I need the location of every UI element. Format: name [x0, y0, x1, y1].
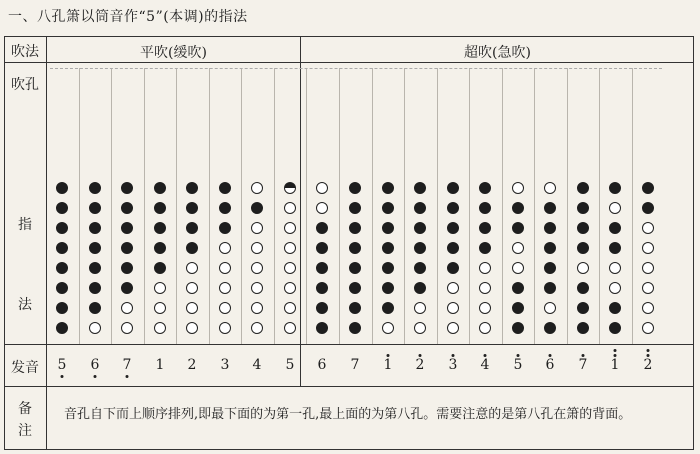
- finger-hole-closed: [447, 222, 459, 234]
- finger-hole-closed: [512, 322, 524, 334]
- finger-hole-closed: [512, 302, 524, 314]
- finger-hole-closed: [316, 302, 328, 314]
- finger-hole-closed: [544, 262, 556, 274]
- finger-hole-closed: [447, 242, 459, 254]
- note-digit: 3: [220, 357, 230, 373]
- octave-dot: [419, 354, 422, 357]
- column-guide: [241, 68, 242, 344]
- finger-hole-open: [284, 282, 296, 294]
- label-fingering-2: 法: [18, 297, 32, 313]
- column-guide: [111, 68, 112, 344]
- finger-hole-open: [186, 302, 198, 314]
- finger-hole-open: [447, 282, 459, 294]
- label-sound: 发音: [11, 360, 39, 376]
- note-digit: 5: [285, 357, 295, 373]
- finger-hole-closed: [479, 182, 491, 194]
- finger-hole-closed: [577, 242, 589, 254]
- finger-hole-open: [512, 182, 524, 194]
- page-title: 一、八孔箫以筒音作“5”(本调)的指法: [8, 9, 248, 25]
- column-guide: [469, 68, 470, 344]
- note-digit: 3: [448, 357, 458, 373]
- finger-hole-closed: [414, 202, 426, 214]
- finger-hole-open: [219, 302, 231, 314]
- finger-hole-open: [414, 302, 426, 314]
- column-guide: [372, 68, 373, 344]
- note-digit: 7: [122, 357, 132, 373]
- row-divider: [4, 344, 694, 345]
- finger-hole-closed: [186, 202, 198, 214]
- group-over-blow: 超吹(急吹): [464, 45, 531, 61]
- finger-hole-closed: [251, 202, 263, 214]
- column-guide: [599, 68, 600, 344]
- group-normal-blow: 平吹(缓吹): [140, 45, 207, 61]
- finger-hole-open: [154, 282, 166, 294]
- finger-hole-closed: [479, 222, 491, 234]
- note-label: [440, 357, 466, 373]
- column-guide: [306, 68, 307, 344]
- finger-hole-closed: [349, 242, 361, 254]
- finger-hole-open: [121, 302, 133, 314]
- finger-hole-closed: [121, 202, 133, 214]
- octave-dot: [126, 375, 129, 378]
- finger-hole-open: [479, 282, 491, 294]
- remark-text: 音孔自下而上顺序排列,即最下面的为第一孔,最上面的为第八孔。需要注意的是第八孔在箫的背面。: [64, 407, 632, 422]
- finger-hole-closed: [56, 262, 68, 274]
- octave-dot: [647, 354, 650, 357]
- column-guide: [437, 68, 438, 344]
- column-guide: [567, 68, 568, 344]
- finger-hole-closed: [544, 242, 556, 254]
- finger-hole-open: [284, 202, 296, 214]
- finger-hole-closed: [479, 202, 491, 214]
- finger-hole-closed: [89, 242, 101, 254]
- column-guide: [274, 68, 275, 344]
- finger-hole-closed: [349, 322, 361, 334]
- finger-hole-open: [642, 302, 654, 314]
- column-guide: [534, 68, 535, 344]
- finger-hole-open: [479, 302, 491, 314]
- finger-hole-closed: [642, 182, 654, 194]
- finger-hole-open: [512, 242, 524, 254]
- finger-hole-closed: [219, 182, 231, 194]
- octave-dot: [582, 354, 585, 357]
- finger-hole-open: [447, 322, 459, 334]
- finger-hole-open: [316, 202, 328, 214]
- note-digit: 6: [90, 357, 100, 373]
- note-digit: 7: [578, 357, 588, 373]
- note-label: [505, 357, 531, 373]
- octave-dot: [94, 375, 97, 378]
- finger-hole-closed: [512, 222, 524, 234]
- label-remark-1: 备: [18, 401, 32, 417]
- finger-hole-closed: [414, 262, 426, 274]
- note-digit: 2: [415, 357, 425, 373]
- note-digit: 4: [252, 357, 262, 373]
- note-label: [537, 357, 563, 373]
- finger-hole-open: [479, 322, 491, 334]
- finger-hole-closed: [447, 262, 459, 274]
- finger-hole-closed: [447, 182, 459, 194]
- finger-hole-closed: [121, 222, 133, 234]
- column-divider: [46, 36, 47, 450]
- finger-hole-closed: [186, 222, 198, 234]
- blow-hole-marks: [50, 68, 662, 73]
- finger-hole-closed: [89, 282, 101, 294]
- label-blow-hole: 吹孔: [11, 77, 39, 93]
- finger-hole-closed: [121, 182, 133, 194]
- octave-dot: [452, 354, 455, 357]
- note-label: [147, 357, 173, 373]
- finger-hole-closed: [544, 202, 556, 214]
- finger-hole-closed: [56, 242, 68, 254]
- finger-hole-closed: [316, 262, 328, 274]
- finger-hole-open: [154, 302, 166, 314]
- row-divider: [4, 386, 694, 387]
- finger-hole-closed: [382, 262, 394, 274]
- finger-hole-closed: [414, 282, 426, 294]
- note-label: [212, 357, 238, 373]
- finger-hole-closed: [89, 302, 101, 314]
- note-label: [375, 357, 401, 373]
- label-remark-2: 注: [18, 423, 32, 439]
- finger-hole-closed: [121, 282, 133, 294]
- finger-hole-closed: [479, 242, 491, 254]
- finger-hole-closed: [56, 222, 68, 234]
- finger-hole-open: [186, 262, 198, 274]
- octave-dot: [387, 354, 390, 357]
- octave-dot: [517, 354, 520, 357]
- note-label: [277, 357, 303, 373]
- finger-hole-open: [414, 322, 426, 334]
- column-guide: [176, 68, 177, 344]
- finger-hole-closed: [349, 282, 361, 294]
- group-divider: [300, 36, 301, 386]
- finger-hole-half: [284, 182, 296, 194]
- finger-hole-closed: [642, 202, 654, 214]
- finger-hole-closed: [382, 222, 394, 234]
- finger-hole-closed: [382, 282, 394, 294]
- finger-hole-closed: [89, 262, 101, 274]
- finger-hole-closed: [154, 182, 166, 194]
- finger-hole-closed: [56, 202, 68, 214]
- finger-hole-open: [219, 282, 231, 294]
- finger-hole-closed: [56, 182, 68, 194]
- finger-hole-closed: [447, 202, 459, 214]
- finger-hole-open: [251, 182, 263, 194]
- note-digit: 1: [383, 357, 393, 373]
- finger-hole-closed: [544, 282, 556, 294]
- finger-hole-closed: [577, 182, 589, 194]
- note-label: [342, 357, 368, 373]
- note-digit: 2: [643, 357, 653, 373]
- finger-hole-open: [447, 302, 459, 314]
- note-label: [570, 357, 596, 373]
- column-guide: [79, 68, 80, 344]
- note-label: [244, 357, 270, 373]
- finger-hole-closed: [56, 282, 68, 294]
- finger-hole-closed: [121, 242, 133, 254]
- finger-hole-closed: [544, 322, 556, 334]
- finger-hole-closed: [154, 242, 166, 254]
- note-digit: 5: [57, 357, 67, 373]
- finger-hole-open: [316, 182, 328, 194]
- finger-hole-closed: [219, 222, 231, 234]
- finger-hole-closed: [89, 222, 101, 234]
- finger-hole-open: [186, 322, 198, 334]
- finger-hole-open: [544, 182, 556, 194]
- column-guide: [632, 68, 633, 344]
- note-label: [635, 357, 661, 373]
- finger-hole-closed: [609, 322, 621, 334]
- finger-hole-open: [512, 262, 524, 274]
- finger-hole-open: [609, 262, 621, 274]
- finger-hole-closed: [56, 322, 68, 334]
- finger-hole-closed: [577, 222, 589, 234]
- label-blow: 吹法: [11, 44, 39, 60]
- note-digit: 6: [545, 357, 555, 373]
- finger-hole-closed: [577, 302, 589, 314]
- column-guide: [209, 68, 210, 344]
- finger-hole-closed: [609, 302, 621, 314]
- finger-hole-closed: [121, 262, 133, 274]
- finger-hole-closed: [154, 222, 166, 234]
- finger-hole-open: [251, 282, 263, 294]
- note-label: [82, 357, 108, 373]
- finger-hole-open: [251, 322, 263, 334]
- finger-hole-closed: [89, 182, 101, 194]
- finger-hole-closed: [577, 202, 589, 214]
- finger-hole-closed: [316, 242, 328, 254]
- note-label: [472, 357, 498, 373]
- finger-hole-closed: [382, 242, 394, 254]
- finger-hole-open: [251, 262, 263, 274]
- finger-hole-closed: [89, 202, 101, 214]
- finger-hole-open: [479, 262, 491, 274]
- finger-hole-open: [284, 322, 296, 334]
- finger-hole-open: [642, 222, 654, 234]
- finger-hole-closed: [186, 242, 198, 254]
- finger-hole-open: [219, 322, 231, 334]
- finger-hole-open: [89, 322, 101, 334]
- finger-hole-closed: [316, 222, 328, 234]
- finger-hole-closed: [56, 302, 68, 314]
- label-fingering-1: 指: [18, 217, 32, 233]
- finger-hole-closed: [219, 202, 231, 214]
- note-label: [407, 357, 433, 373]
- finger-hole-closed: [609, 222, 621, 234]
- finger-hole-open: [642, 262, 654, 274]
- finger-hole-open: [219, 242, 231, 254]
- finger-hole-open: [251, 302, 263, 314]
- column-guide: [144, 68, 145, 344]
- finger-hole-open: [577, 262, 589, 274]
- finger-hole-closed: [186, 182, 198, 194]
- finger-hole-open: [251, 222, 263, 234]
- note-label: [49, 357, 75, 373]
- finger-hole-open: [219, 262, 231, 274]
- finger-hole-open: [284, 242, 296, 254]
- note-digit: 4: [480, 357, 490, 373]
- finger-hole-closed: [577, 322, 589, 334]
- finger-hole-closed: [544, 222, 556, 234]
- finger-hole-closed: [154, 262, 166, 274]
- finger-hole-open: [642, 322, 654, 334]
- finger-hole-closed: [382, 182, 394, 194]
- octave-dot: [61, 375, 64, 378]
- finger-hole-open: [284, 302, 296, 314]
- note-digit: 2: [187, 357, 197, 373]
- finger-hole-closed: [316, 322, 328, 334]
- octave-dot: [484, 354, 487, 357]
- finger-hole-open: [642, 282, 654, 294]
- note-label: [602, 357, 628, 373]
- note-label: [179, 357, 205, 373]
- finger-hole-open: [609, 282, 621, 294]
- finger-hole-closed: [349, 302, 361, 314]
- finger-hole-closed: [349, 182, 361, 194]
- octave-dot: [614, 349, 617, 352]
- finger-hole-open: [642, 242, 654, 254]
- finger-hole-closed: [382, 202, 394, 214]
- row-divider: [4, 62, 694, 63]
- finger-hole-open: [186, 282, 198, 294]
- finger-hole-closed: [154, 202, 166, 214]
- finger-hole-open: [121, 322, 133, 334]
- column-guide: [339, 68, 340, 344]
- note-digit: 1: [155, 357, 165, 373]
- note-label: [309, 357, 335, 373]
- octave-dot: [549, 354, 552, 357]
- octave-dot: [614, 354, 617, 357]
- finger-hole-open: [251, 242, 263, 254]
- finger-hole-open: [609, 202, 621, 214]
- note-digit: 5: [513, 357, 523, 373]
- finger-hole-closed: [316, 282, 328, 294]
- column-guide: [404, 68, 405, 344]
- fingering-table: [4, 36, 694, 450]
- finger-hole-closed: [414, 222, 426, 234]
- note-digit: 6: [317, 357, 327, 373]
- finger-hole-open: [154, 322, 166, 334]
- finger-hole-closed: [382, 302, 394, 314]
- finger-hole-closed: [577, 282, 589, 294]
- finger-hole-closed: [349, 202, 361, 214]
- finger-hole-closed: [609, 182, 621, 194]
- column-guide: [502, 68, 503, 344]
- finger-hole-closed: [512, 202, 524, 214]
- note-label: [114, 357, 140, 373]
- finger-hole-open: [544, 302, 556, 314]
- finger-hole-closed: [349, 222, 361, 234]
- finger-hole-closed: [609, 242, 621, 254]
- finger-hole-closed: [512, 282, 524, 294]
- finger-hole-open: [284, 222, 296, 234]
- finger-hole-open: [284, 262, 296, 274]
- finger-hole-closed: [414, 182, 426, 194]
- finger-hole-closed: [349, 262, 361, 274]
- note-digit: 7: [350, 357, 360, 373]
- note-digit: 1: [610, 357, 620, 373]
- octave-dot: [647, 349, 650, 352]
- finger-hole-closed: [414, 242, 426, 254]
- finger-hole-open: [382, 322, 394, 334]
